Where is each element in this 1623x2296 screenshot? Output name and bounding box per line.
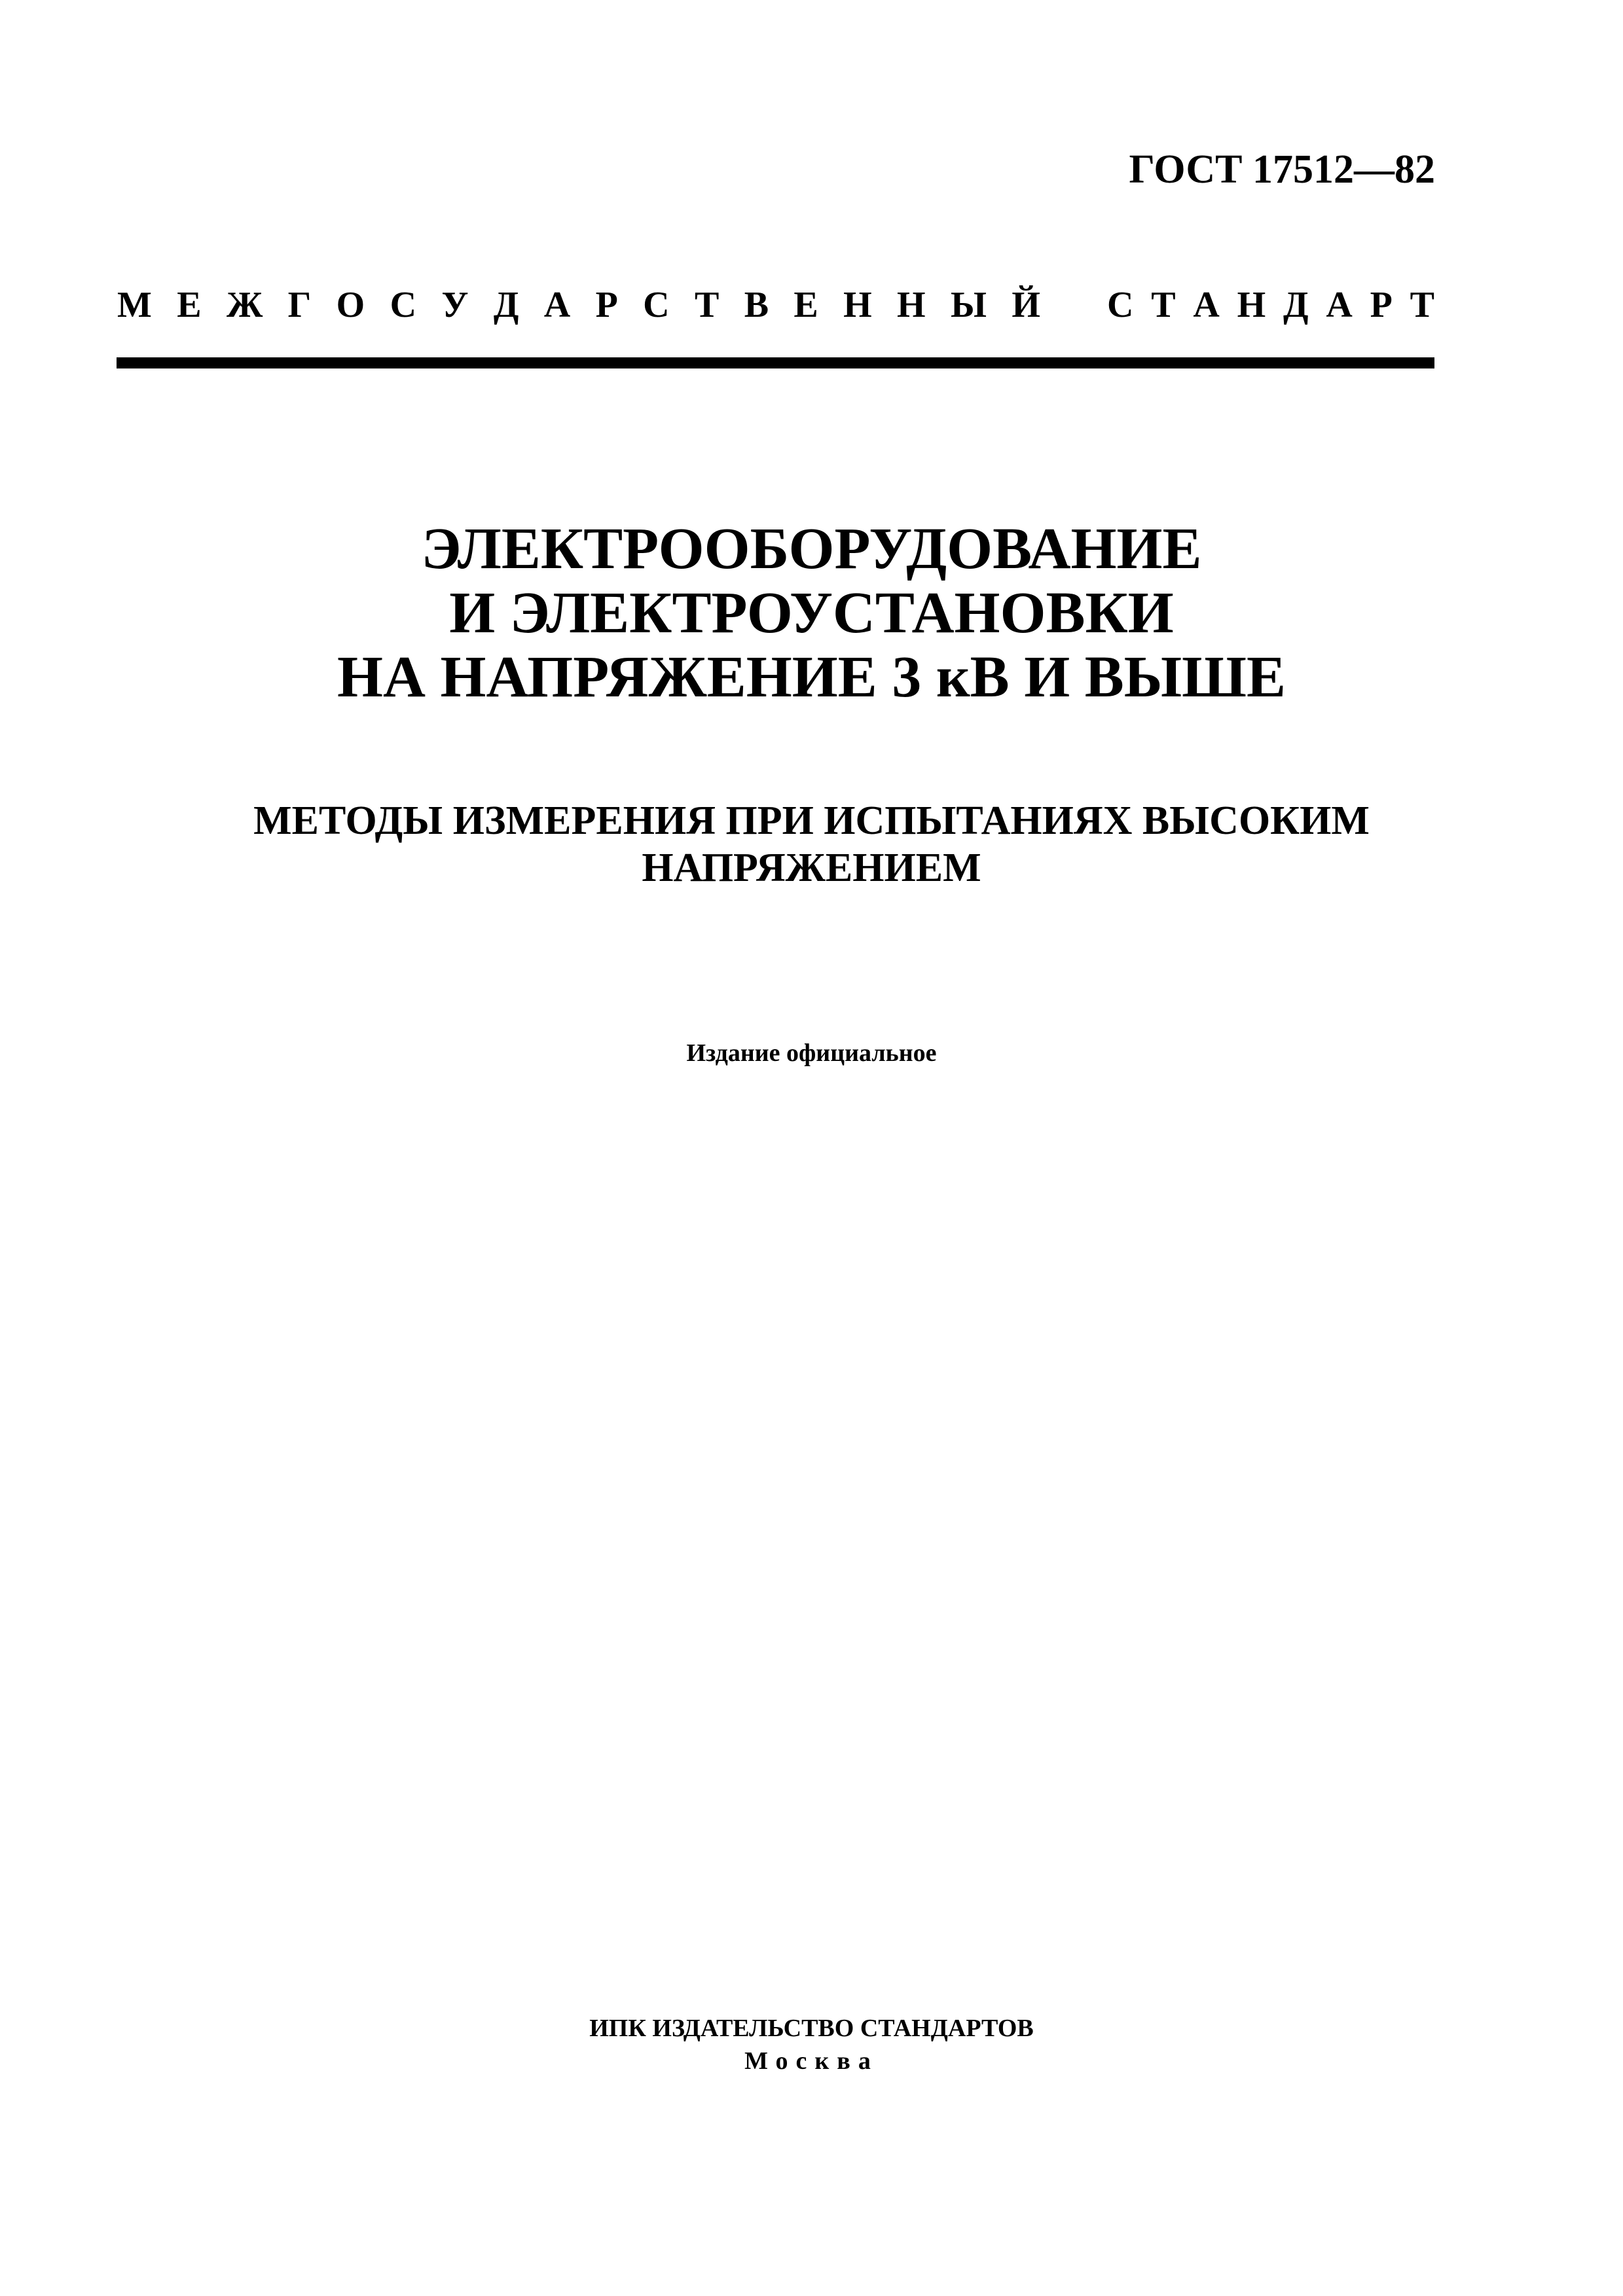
- letter: Т: [694, 285, 720, 325]
- edition-note: Издание официальное: [686, 1039, 937, 1067]
- letter: Г: [287, 285, 312, 325]
- letter: Т: [1410, 285, 1434, 325]
- publisher-city: Москва: [744, 2047, 879, 2075]
- letter: Н: [843, 285, 872, 325]
- subtitle-line: НАПРЯЖЕНИЕМ: [642, 846, 981, 890]
- letter: Д: [1283, 285, 1309, 325]
- letter: Р: [595, 285, 618, 325]
- letter: Р: [1370, 285, 1393, 325]
- standard-type-heading: [117, 287, 1434, 323]
- title-line: ЭЛЕКТРООБОРУДОВАНИЕ: [421, 516, 1202, 581]
- letter: А: [1193, 285, 1220, 325]
- letter: Ж: [226, 285, 263, 325]
- document-number: ГОСТ 17512—82: [1129, 147, 1435, 192]
- horizontal-rule: [117, 357, 1434, 368]
- letter: Д: [493, 285, 519, 325]
- subtitle-line: МЕТОДЫ ИЗМЕРЕНИЯ ПРИ ИСПЫТАНИЯХ ВЫСОКИМ: [253, 798, 1370, 843]
- letter: О: [336, 285, 365, 325]
- title-line: НА НАПРЯЖЕНИЕ 3 кВ И ВЫШЕ: [337, 645, 1286, 709]
- letter: Ы: [950, 285, 987, 325]
- letter: А: [1326, 285, 1353, 325]
- letter: С: [1107, 285, 1134, 325]
- letter: С: [643, 285, 670, 325]
- letter: Н: [897, 285, 926, 325]
- letter: М: [117, 285, 152, 325]
- letter: Й: [1012, 285, 1040, 325]
- letter: Е: [177, 285, 202, 325]
- letter: С: [390, 285, 417, 325]
- standard-type-word-1: [117, 287, 1040, 323]
- standard-type-word-2: [1107, 287, 1434, 323]
- letter: Т: [1151, 285, 1176, 325]
- title-line: И ЭЛЕКТРОУСТАНОВКИ: [449, 581, 1174, 645]
- letter: Е: [793, 285, 818, 325]
- publisher-block: [0, 2012, 1623, 2077]
- letter: А: [543, 285, 571, 325]
- letter: У: [441, 285, 469, 325]
- publisher-name: ИПК ИЗДАТЕЛЬСТВО СТАНДАРТОВ: [589, 2015, 1034, 2042]
- document-subtitle: [0, 797, 1623, 891]
- document-title: [0, 517, 1623, 709]
- letter: Н: [1237, 285, 1266, 325]
- letter: В: [744, 285, 769, 325]
